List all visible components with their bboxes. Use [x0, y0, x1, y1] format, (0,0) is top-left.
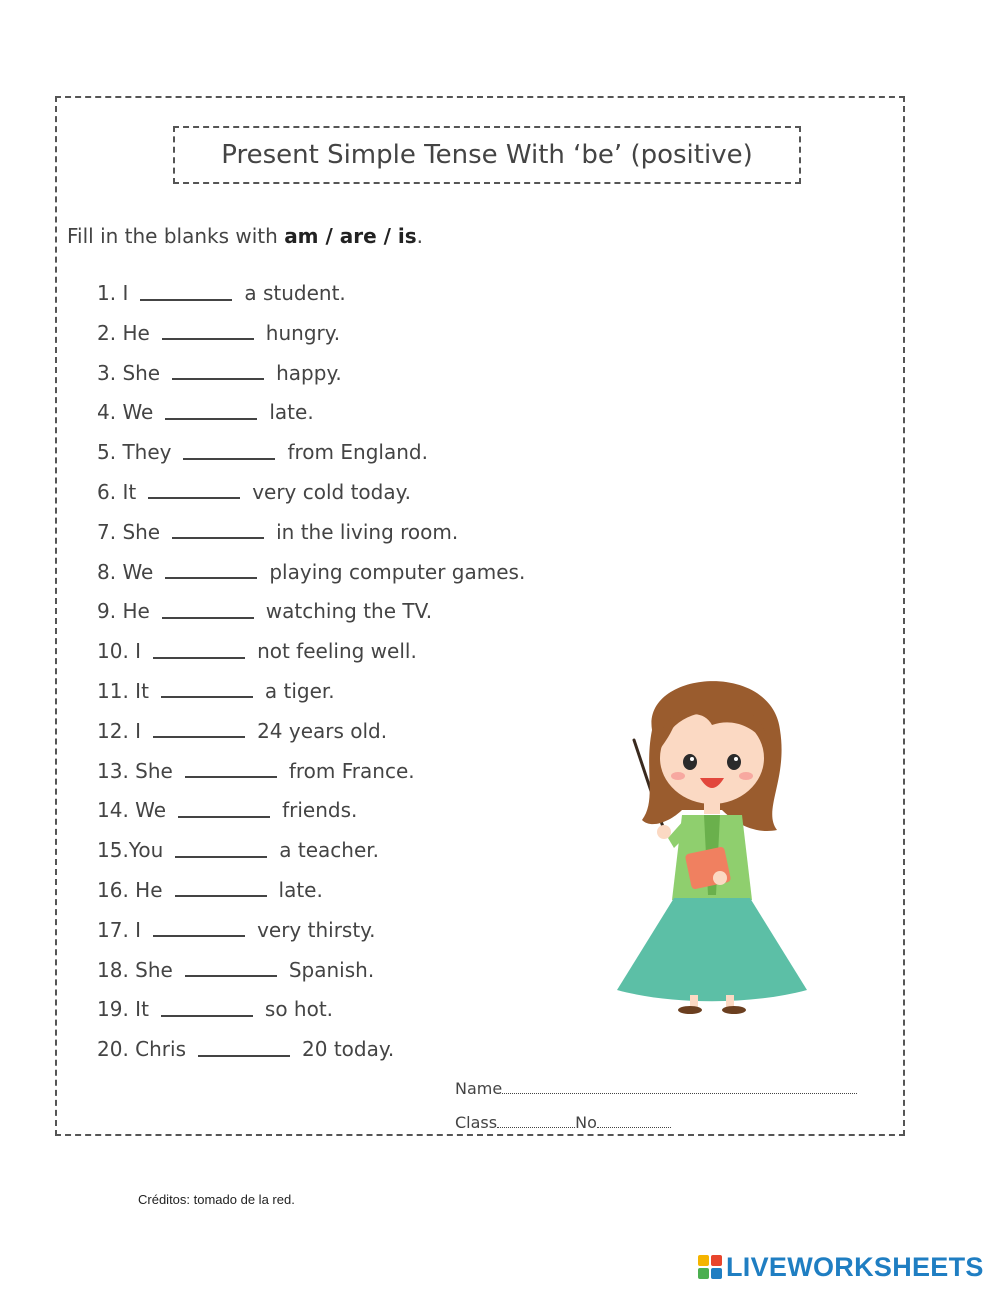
exercise-item-5: 5. They from England. — [97, 440, 428, 465]
class-row: Class No — [455, 1106, 857, 1140]
exercise-list — [97, 274, 525, 1070]
credits: Créditos: tomado de la red. — [138, 1192, 295, 1207]
exercise-item-11: 11. It a tiger. — [97, 678, 335, 703]
number-field[interactable] — [597, 1115, 671, 1128]
exercise-item-2: 2. He hungry. — [97, 320, 341, 345]
liveworksheets-logo: LIVEWORKSHEETS — [698, 1252, 984, 1282]
answer-blank[interactable] — [162, 615, 254, 619]
answer-blank[interactable] — [185, 774, 277, 778]
answer-blank[interactable] — [175, 893, 267, 897]
answer-blank[interactable] — [162, 336, 254, 340]
exercise-item-8: 8. We playing computer games. — [97, 559, 526, 584]
exercise-item-20: 20. Chris 20 today. — [97, 1037, 395, 1062]
instruction: Fill in the blanks with am / are / is. — [67, 224, 424, 248]
exercise-item-14: 14. We friends. — [97, 798, 358, 823]
liveworksheets-icon — [698, 1255, 722, 1279]
answer-blank[interactable] — [178, 814, 270, 818]
answer-blank[interactable] — [175, 854, 267, 858]
answer-blank[interactable] — [172, 535, 264, 539]
exercise-item-16: 16. He late. — [97, 877, 323, 902]
exercise-item-13: 13. She from France. — [97, 758, 415, 783]
exercise-item-17: 17. I very thirsty. — [97, 917, 376, 942]
answer-blank[interactable] — [185, 973, 277, 977]
exercise-item-12: 12. I 24 years old. — [97, 718, 388, 743]
exercise-item-10: 10. I not feeling well. — [97, 639, 417, 664]
worksheet-frame — [55, 96, 905, 1136]
answer-blank[interactable] — [140, 297, 232, 301]
teacher-girl-illustration — [612, 670, 812, 1015]
answer-blank[interactable] — [153, 933, 245, 937]
exercise-item-18: 18. She Spanish. — [97, 957, 375, 982]
answer-blank[interactable] — [153, 734, 245, 738]
exercise-item-9: 9. He watching the TV. — [97, 599, 433, 624]
answer-blank[interactable] — [153, 655, 245, 659]
instruction-options: am / are / is — [284, 224, 417, 248]
exercise-item-19: 19. It so hot. — [97, 997, 334, 1022]
answer-blank[interactable] — [183, 456, 275, 460]
exercise-item-3: 3. She happy. — [97, 360, 342, 385]
exercise-item-4: 4. We late. — [97, 400, 314, 425]
class-field[interactable] — [497, 1115, 575, 1128]
answer-blank[interactable] — [161, 1013, 253, 1017]
name-field[interactable] — [502, 1081, 857, 1094]
answer-blank[interactable] — [172, 376, 264, 380]
exercise-item-15: 15.You a teacher. — [97, 838, 380, 863]
student-info — [455, 1072, 857, 1140]
answer-blank[interactable] — [161, 694, 253, 698]
exercise-item-6: 6. It very cold today. — [97, 479, 411, 504]
exercise-item-7: 7. She in the living room. — [97, 519, 459, 544]
answer-blank[interactable] — [165, 416, 257, 420]
answer-blank[interactable] — [165, 575, 257, 579]
answer-blank[interactable] — [198, 1053, 290, 1057]
answer-blank[interactable] — [148, 495, 240, 499]
exercise-item-1: 1. I a student. — [97, 281, 346, 305]
worksheet-title: Present Simple Tense With ‘be’ (positive) — [173, 126, 801, 184]
name-row: Name — [455, 1072, 857, 1106]
